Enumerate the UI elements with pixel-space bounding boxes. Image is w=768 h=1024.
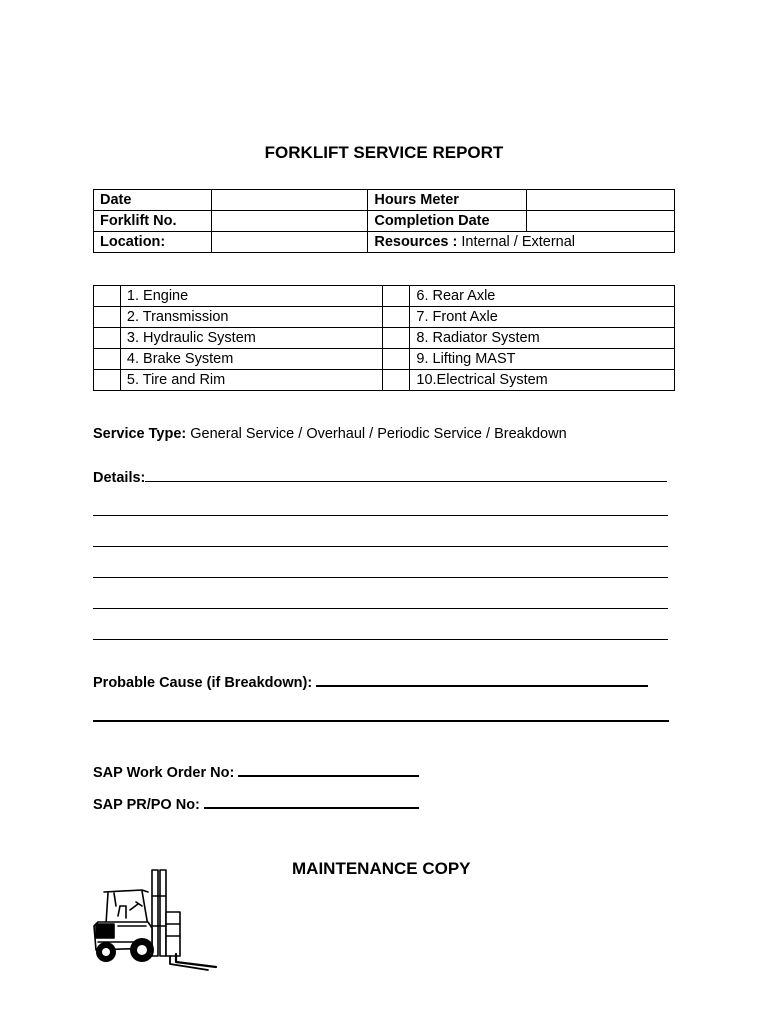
checkbox-tire-and-rim[interactable] xyxy=(94,370,121,391)
checkbox-transmission[interactable] xyxy=(94,307,121,328)
details-label: Details: xyxy=(93,470,146,486)
sap-pr-po-row xyxy=(93,795,419,814)
service-type-row xyxy=(93,425,567,443)
probable-cause-label: Probable Cause (if Breakdown): xyxy=(93,675,313,691)
sap-work-order-row xyxy=(93,763,419,782)
location-field[interactable] xyxy=(211,232,367,253)
date-label: Date xyxy=(94,190,212,211)
table-row xyxy=(94,307,675,328)
hours-meter-field[interactable] xyxy=(527,190,675,211)
system-item: 9. Lifting MAST xyxy=(410,349,675,370)
system-item: 10.Electrical System xyxy=(410,370,675,391)
system-item: 5. Tire and Rim xyxy=(120,370,383,391)
checkbox-brake-system[interactable] xyxy=(94,349,121,370)
checkbox-radiator-system[interactable] xyxy=(383,328,410,349)
sap-work-order-label: SAP Work Order No: xyxy=(93,765,235,781)
completion-date-field[interactable] xyxy=(527,211,675,232)
checkbox-electrical-system[interactable] xyxy=(383,370,410,391)
details-line[interactable] xyxy=(93,608,668,609)
checkbox-hydraulic-system[interactable] xyxy=(94,328,121,349)
details-line[interactable] xyxy=(93,639,668,640)
resources-label: Resources : xyxy=(374,234,458,250)
details-line[interactable] xyxy=(93,515,668,516)
table-row xyxy=(94,328,675,349)
probable-cause-field[interactable] xyxy=(316,673,648,687)
system-item: 3. Hydraulic System xyxy=(120,328,383,349)
table-row xyxy=(94,286,675,307)
details-row xyxy=(93,469,667,487)
hours-meter-label: Hours Meter xyxy=(368,190,527,211)
forklift-no-field[interactable] xyxy=(211,211,367,232)
checkbox-front-axle[interactable] xyxy=(383,307,410,328)
service-type-options[interactable]: General Service / Overhaul / Periodic Service / Breakdown xyxy=(190,426,567,442)
location-label: Location: xyxy=(94,232,212,253)
checkbox-lifting-mast[interactable] xyxy=(383,349,410,370)
sap-pr-po-label: SAP PR/PO No: xyxy=(93,797,200,813)
table-row xyxy=(94,232,675,253)
page-title: FORKLIFT SERVICE REPORT xyxy=(264,143,504,162)
system-item: 4. Brake System xyxy=(120,349,383,370)
table-row xyxy=(94,370,675,391)
system-item: 2. Transmission xyxy=(120,307,383,328)
checkbox-engine[interactable] xyxy=(94,286,121,307)
table-row xyxy=(94,211,675,232)
date-field[interactable] xyxy=(211,190,367,211)
completion-date-label: Completion Date xyxy=(368,211,527,232)
maintenance-copy-label: MAINTENANCE COPY xyxy=(292,859,471,878)
resources-cell xyxy=(368,232,675,253)
details-field[interactable] xyxy=(145,469,667,482)
systems-checklist-table xyxy=(93,285,675,391)
sap-work-order-field[interactable] xyxy=(238,763,419,777)
checkbox-rear-axle[interactable] xyxy=(383,286,410,307)
details-line[interactable] xyxy=(93,577,668,578)
system-item: 6. Rear Axle xyxy=(410,286,675,307)
system-item: 7. Front Axle xyxy=(410,307,675,328)
details-line[interactable] xyxy=(93,546,668,547)
forklift-no-label: Forklift No. xyxy=(94,211,212,232)
system-item: 1. Engine xyxy=(120,286,383,307)
probable-cause-line[interactable] xyxy=(93,720,669,722)
table-row xyxy=(94,349,675,370)
header-info-table xyxy=(93,189,675,253)
system-item: 8. Radiator System xyxy=(410,328,675,349)
forklift-icon xyxy=(90,866,220,976)
service-type-label: Service Type: xyxy=(93,426,187,442)
sap-pr-po-field[interactable] xyxy=(204,795,419,809)
table-row xyxy=(94,190,675,211)
resources-options[interactable]: Internal / External xyxy=(461,234,576,250)
probable-cause-row xyxy=(93,673,648,692)
